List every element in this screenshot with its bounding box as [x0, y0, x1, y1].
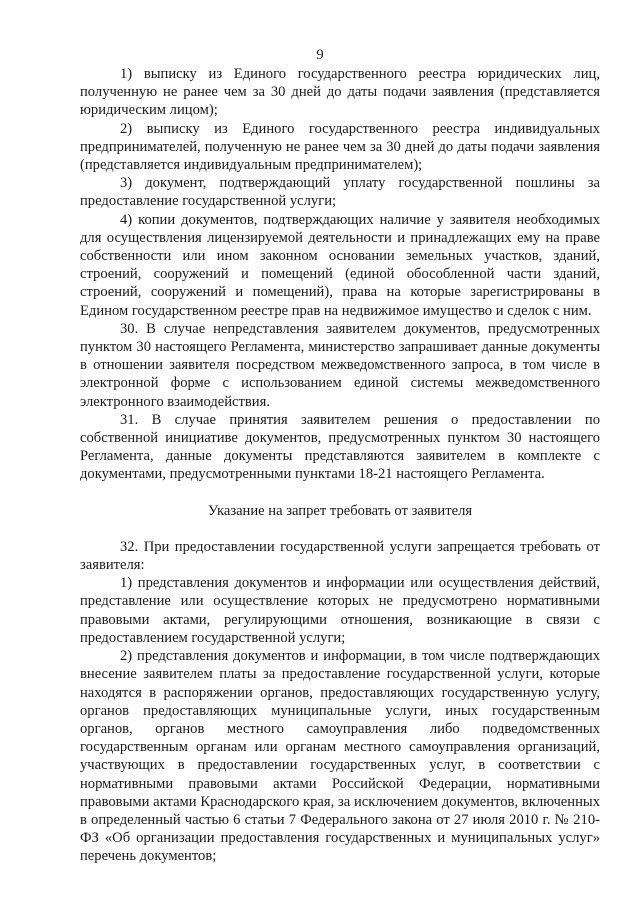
page-number: 9 [316, 47, 324, 63]
paragraph-clause-32: 32. При предоставлении государственной услуги запрещается требовать от заявителя: [80, 538, 600, 574]
document-body [80, 65, 600, 866]
paragraph-item-2: 2) выписку из Единого государственного реестра индивидуальных предпринимателей, полученную не ранее чем за 30 дней до даты подачи заявления (представляется индивидуальным предпринимателем); [80, 120, 600, 174]
paragraph-clause-31: 31. В случае принятия заявителем решения о предоставлении по собственной инициативе документов, предусмотренных пунктом 30 настоящего Регламента, данные документы представляются заявителем в комплекте с документами, предусмотренными пунктами 18-21 настоящего Регламента. [80, 411, 600, 483]
paragraph-item-3: 3) документ, подтверждающий уплату государственной пошлины за предоставление государственной услуги; [80, 175, 600, 210]
paragraph-clause-32-item-1: 1) представления документов и информации или осуществления действий, представление или осуществление которых не предусмотрено нормативными правовыми актами, регулирующими отношения, возникающие в связи с предоставлением государственной услуги; [80, 575, 600, 646]
paragraph-item-1: 1) выписку из Единого государственного реестра юридических лиц, полученную не ранее чем за 30 дней до даты подачи заявления (представляется юридическим лицом); [80, 66, 600, 119]
section-heading: Указание на запрет требовать от заявителя [207, 502, 473, 519]
paragraph-clause-32-item-2: 2) представления документов и информации, в том числе подтверждающих внесение заявителем платы за предоставление государственной услуги, которые находятся в распоряжении органов, предоставляющих государственную услугу, органов предоставляющих муниципальные услуги, иных государственным органов, органов местного самоуправления либо подведомственных государственным органам или органам местного самоуправления организаций, участвующих в предоставлении государственных услуг, в соответствии с нормативными правовыми актами Российской Федерации, нормативными правовыми актами Краснодарского края, за исключением документов, включенных в определенный частью 6 статьи 7 Федерального закона от 27 июля 2010 г. № 210-ФЗ «Об организации предоставления государственных и муниципальных услуг» перечень документов; [80, 648, 600, 865]
paragraph-clause-30: 30. В случае непредставления заявителем документов, предусмотренных пунктом 30 настоящего Регламента, министерство запрашивает данные документы в отношении заявителя посредством межведомственного запроса, в том числе в электронной форме с использованием единой системы межведомственного электронного взаимодействия. [80, 320, 600, 410]
paragraph-item-4: 4) копии документов, подтверждающих наличие у заявителя необходимых для осуществления лицензируемой деятельности и принадлежащих ему на праве собственности или ином законном основании земельных участков, зданий, строений, сооружений и помещений (единой обособленной части зданий, строений, сооружений и помещений), права на которые зарегистрированы в Едином государственном реестре прав на недвижимое имущество и сделок с ним. [80, 211, 600, 319]
